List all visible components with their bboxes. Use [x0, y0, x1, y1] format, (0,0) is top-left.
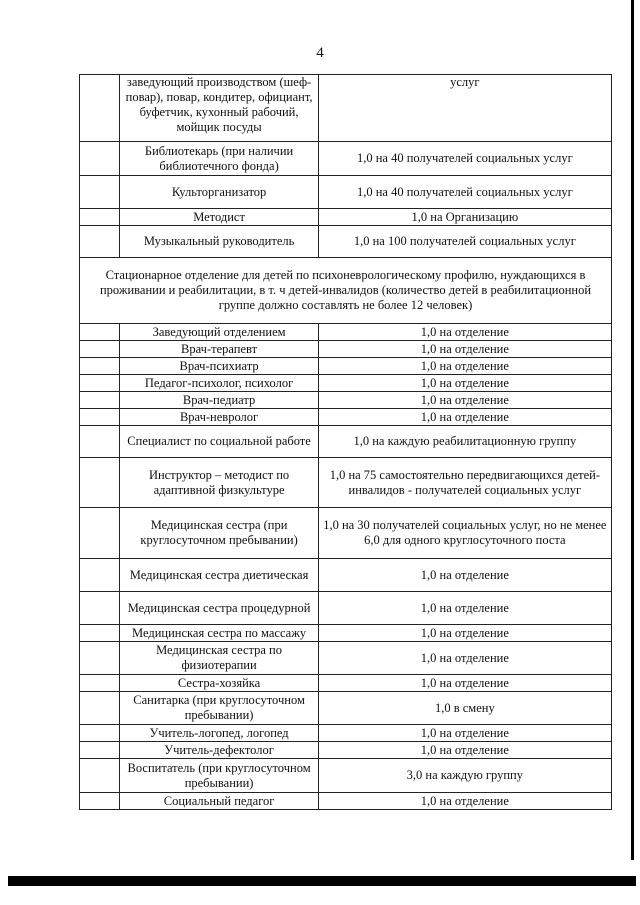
table-row — [80, 409, 612, 426]
norm-cell: 3,0 на каждую группу — [318, 759, 611, 793]
norm-cell: 1,0 на 40 получателей социальных услуг — [318, 176, 611, 209]
position-cell: Учитель-логопед, логопед — [120, 725, 318, 742]
index-cell — [80, 692, 120, 725]
staffing-table — [79, 74, 612, 810]
table-row — [80, 625, 612, 642]
section-header-row — [80, 258, 612, 324]
table-row — [80, 426, 612, 458]
index-cell — [80, 508, 120, 559]
norm-cell: 1,0 на отделение — [318, 642, 611, 675]
index-cell — [80, 375, 120, 392]
index-cell — [80, 358, 120, 375]
index-cell — [80, 341, 120, 358]
position-cell: Инструктор – методист по адаптивной физкультуре — [120, 458, 318, 508]
table-row — [80, 324, 612, 341]
table-row — [80, 592, 612, 625]
index-cell — [80, 75, 120, 142]
norm-cell: 1,0 на отделение — [318, 625, 611, 642]
table-row — [80, 675, 612, 692]
table-row — [80, 742, 612, 759]
table-row — [80, 559, 612, 592]
index-cell — [80, 625, 120, 642]
position-cell: Воспитатель (при круглосуточном пребывании) — [120, 759, 318, 793]
index-cell — [80, 409, 120, 426]
position-cell: заведующий производством (шеф-повар), повар, кондитер, официант, буфетчик, кухонный рабочий, мойщик посуды — [120, 75, 318, 142]
table-row — [80, 508, 612, 559]
table-row — [80, 375, 612, 392]
norm-cell: 1,0 на отделение — [318, 392, 611, 409]
index-cell — [80, 759, 120, 793]
position-cell: Санитарка (при круглосуточном пребывании) — [120, 692, 318, 725]
position-cell: Сестра-хозяйка — [120, 675, 318, 692]
norm-cell: 1,0 на 100 получателей социальных услуг — [318, 226, 611, 258]
index-cell — [80, 426, 120, 458]
section-title: Стационарное отделение для детей по психоневрологическому профилю, нуждающихся в проживании и реабилитации, в т. ч детей-инвалидов (количество детей в реабилитационной группе должно составлять не более 12 человек) — [80, 258, 612, 324]
index-cell — [80, 592, 120, 625]
norm-cell: 1,0 на отделение — [318, 793, 611, 810]
index-cell — [80, 793, 120, 810]
norm-cell: 1,0 на отделение — [318, 341, 611, 358]
position-cell: Медицинская сестра процедурной — [120, 592, 318, 625]
table-row — [80, 341, 612, 358]
position-cell: Библиотекарь (при наличии библиотечного фонда) — [120, 142, 318, 176]
table-row — [80, 692, 612, 725]
norm-cell: 1,0 на отделение — [318, 375, 611, 392]
norm-cell: 1,0 на отделение — [318, 592, 611, 625]
position-cell: Врач-психиатр — [120, 358, 318, 375]
norm-cell: 1,0 на отделение — [318, 358, 611, 375]
position-cell: Социальный педагог — [120, 793, 318, 810]
norm-cell: 1,0 на отделение — [318, 559, 611, 592]
position-cell: Педагог-психолог, психолог — [120, 375, 318, 392]
table-row — [80, 642, 612, 675]
norm-cell: 1,0 на 30 получателей социальных услуг, но не менее 6,0 для одного круглосуточного поста — [318, 508, 611, 559]
table-row — [80, 176, 612, 209]
norm-cell: 1,0 на каждую реабилитационную группу — [318, 426, 611, 458]
norm-cell: 1,0 на Организацию — [318, 209, 611, 226]
bottom-margin-line — [8, 876, 636, 886]
position-cell: Культорганизатор — [120, 176, 318, 209]
position-cell: Специалист по социальной работе — [120, 426, 318, 458]
index-cell — [80, 226, 120, 258]
norm-cell: 1,0 в смену — [318, 692, 611, 725]
table-row — [80, 226, 612, 258]
index-cell — [80, 458, 120, 508]
position-cell: Учитель-дефектолог — [120, 742, 318, 759]
norm-cell: 1,0 на отделение — [318, 725, 611, 742]
index-cell — [80, 209, 120, 226]
index-cell — [80, 392, 120, 409]
position-cell: Заведующий отделением — [120, 324, 318, 341]
index-cell — [80, 675, 120, 692]
table-row — [80, 142, 612, 176]
position-cell: Медицинская сестра диетическая — [120, 559, 318, 592]
position-cell: Врач-терапевт — [120, 341, 318, 358]
table-row — [80, 458, 612, 508]
table-row — [80, 793, 612, 810]
page-number: 4 — [316, 45, 324, 61]
norm-cell: 1,0 на отделение — [318, 324, 611, 341]
norm-cell: 1,0 на отделение — [318, 742, 611, 759]
index-cell — [80, 324, 120, 341]
table-row — [80, 209, 612, 226]
position-cell: Медицинская сестра (при круглосуточном пребывании) — [120, 508, 318, 559]
table-row — [80, 75, 612, 142]
position-cell: Врач-педиатр — [120, 392, 318, 409]
index-cell — [80, 559, 120, 592]
position-cell: Медицинская сестра по физиотерапии — [120, 642, 318, 675]
index-cell — [80, 176, 120, 209]
norm-cell: услуг — [318, 75, 611, 142]
right-margin-line — [631, 0, 634, 860]
index-cell — [80, 642, 120, 675]
norm-cell: 1,0 на отделение — [318, 409, 611, 426]
norm-cell: 1,0 на отделение — [318, 675, 611, 692]
table-row — [80, 725, 612, 742]
norm-cell: 1,0 на 75 самостоятельно передвигающихся детей-инвалидов - получателей социальных услуг — [318, 458, 611, 508]
position-cell: Врач-невролог — [120, 409, 318, 426]
norm-cell: 1,0 на 40 получателей социальных услуг — [318, 142, 611, 176]
position-cell: Методист — [120, 209, 318, 226]
index-cell — [80, 725, 120, 742]
table-row — [80, 759, 612, 793]
table-row — [80, 392, 612, 409]
position-cell: Медицинская сестра по массажу — [120, 625, 318, 642]
position-cell: Музыкальный руководитель — [120, 226, 318, 258]
index-cell — [80, 142, 120, 176]
index-cell — [80, 742, 120, 759]
table-row — [80, 358, 612, 375]
